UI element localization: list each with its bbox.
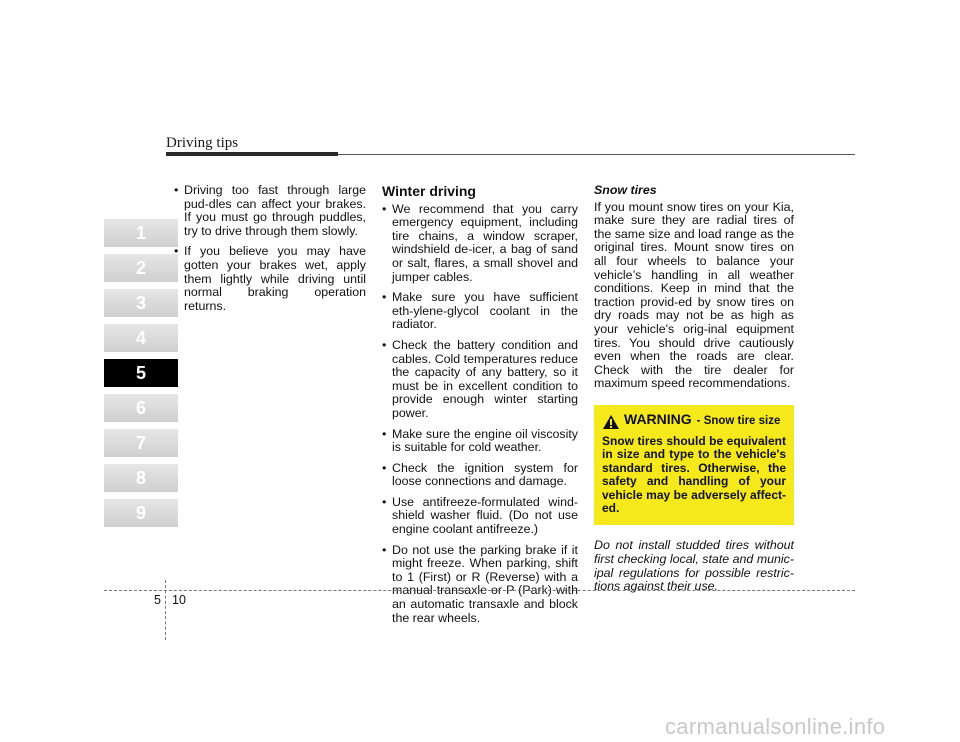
chapter-tab-1[interactable]: 1: [104, 219, 178, 247]
puddle-tips-list: [174, 184, 366, 313]
chapter-tab-9[interactable]: 9: [104, 499, 178, 527]
chapter-tab-4[interactable]: 4: [104, 324, 178, 352]
header-rule-thick: [166, 152, 338, 156]
list-item: • We recommend that you carry emergency equipment, including tire chains, a window scraper, windshield de-icer, a bag of sand or salt, flares, a small shovel and jumper cables.: [382, 203, 578, 285]
warning-header: [602, 410, 786, 430]
winter-driving-list: [382, 203, 578, 626]
warning-topic: - Snow tire size: [696, 414, 781, 427]
page-number: 10: [172, 593, 186, 607]
snow-tires-paragraph: If you mount snow tires on your Kia, make sure they are radial tires of the same size and load range as the original tires. Mount snow tires on all four wheels to balance your vehicle’s handling in all weather conditions. Keep in mind that the traction provid-ed by snow tires on dry roads may not be as high as your vehicle's orig-inal equipment tires. You should drive cautiously even when the roads are clear. Check with the tire dealer for maximum speed recommendations.: [594, 199, 794, 391]
column-2: [382, 184, 578, 632]
chapter-tab-5-active[interactable]: 5: [104, 359, 178, 387]
footer-rule-horizontal: [104, 590, 855, 591]
studded-tires-note: Do not install studded tires without first checking local, state and munic-ipal regulations for possible restric-tions against their use.: [594, 538, 794, 594]
page-section-title: Driving tips: [166, 135, 239, 151]
list-item: • Check the battery condition and cables. Cold temperatures reduce the capacity of any battery, so it must be in excellent condition to provide enough winter starting power.: [382, 339, 578, 421]
winter-driving-heading: Winter driving: [382, 183, 476, 199]
warning-box: [594, 405, 794, 525]
list-item: • Make sure you have sufficient eth-ylene-glycol coolant in the radiator.: [382, 291, 578, 332]
page-chapter-number: 5: [154, 593, 161, 607]
chapter-tab-8[interactable]: 8: [104, 464, 178, 492]
column-1: [174, 184, 366, 320]
chapter-tabs: [104, 219, 178, 534]
list-item: • Check the ignition system for loose connections and damage.: [382, 462, 578, 489]
snow-tires-heading: Snow tires: [594, 183, 657, 197]
column-3: [594, 184, 794, 594]
watermark: carmanualsonline.info: [665, 714, 886, 739]
header-rule-thin: [338, 154, 855, 155]
chapter-tab-3[interactable]: 3: [104, 289, 178, 317]
footer-rule-vertical: [165, 580, 166, 640]
chapter-tab-2[interactable]: 2: [104, 254, 178, 282]
list-item: • Make sure the engine oil viscosity is suitable for cold weather.: [382, 428, 578, 455]
list-item: • If you believe you may have gotten your brakes wet, apply them lightly while driving until normal braking operation returns.: [174, 245, 366, 313]
list-item: • Use antifreeze-formulated wind-shield washer fluid. (Do not use engine coolant antifreeze.): [382, 496, 578, 537]
warning-body: Snow tires should be equivalent in size and type to the vehicle's standard tires. Otherwise, the safety and handling of your vehicle may be adversely affect-ed.: [602, 433, 786, 515]
chapter-tab-7[interactable]: 7: [104, 429, 178, 457]
chapter-tab-6[interactable]: 6: [104, 394, 178, 422]
list-item: • Driving too fast through large pud-dles can affect your brakes. If you must go through puddles, try to drive through them slowly.: [174, 184, 366, 238]
warning-label: WARNING: [624, 410, 692, 427]
warning-triangle-icon: [602, 414, 620, 430]
list-item: • Do not use the parking brake if it might freeze. When parking, shift to 1 (First) or R (Reverse) with a manual transaxle or P (Park) with an automatic transaxle and block the rear wheels.: [382, 544, 578, 626]
